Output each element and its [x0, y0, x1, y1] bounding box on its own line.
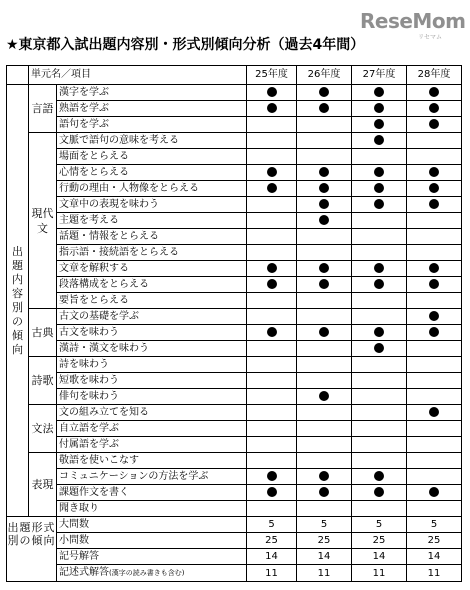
item-label: 詩を味わう [57, 357, 247, 373]
section-label [29, 133, 57, 309]
mark-cell [407, 405, 462, 421]
filled-circle-mark [429, 167, 439, 177]
filled-circle-mark [374, 327, 384, 337]
mark-cell [407, 389, 462, 405]
item-label: 短歌を味わう [57, 373, 247, 389]
table-row [7, 117, 462, 133]
format-row [7, 533, 462, 549]
mark-cell [297, 421, 352, 437]
table-body [7, 66, 462, 582]
mark-cell [247, 357, 297, 373]
item-label: 付属語を学ぶ [57, 437, 247, 453]
filled-circle-mark [319, 487, 329, 497]
filled-circle-mark [429, 199, 439, 209]
section-name: 古典 [31, 326, 54, 339]
filled-circle-mark [319, 327, 329, 337]
item-label: 要旨をとらえる [57, 293, 247, 309]
item-label: 文章を解釈する [57, 261, 247, 277]
mark-cell [297, 309, 352, 325]
filled-circle-mark [267, 103, 277, 113]
filled-circle-mark [267, 183, 277, 193]
filled-circle-mark [429, 119, 439, 129]
mark-cell [297, 261, 352, 277]
mark-cell [247, 293, 297, 309]
header-item-label: 単元名／項目 [29, 66, 247, 85]
filled-circle-mark [374, 103, 384, 113]
format-row [7, 517, 462, 533]
mark-cell [352, 485, 407, 501]
filled-circle-mark [267, 471, 277, 481]
mark-cell [352, 357, 407, 373]
table-row [7, 341, 462, 357]
resemom-logo: ReseMom [360, 9, 466, 33]
item-label: 段落構成をとらえる [57, 277, 247, 293]
mark-cell [247, 485, 297, 501]
mark-cell [297, 373, 352, 389]
section-name: 現代文 [31, 206, 54, 235]
mark-cell [352, 181, 407, 197]
mark-cell [297, 165, 352, 181]
filled-circle-mark [374, 183, 384, 193]
mark-cell [352, 277, 407, 293]
section-name: 詩歌 [31, 374, 54, 387]
mark-cell [407, 101, 462, 117]
mark-cell [352, 421, 407, 437]
mark-cell [297, 341, 352, 357]
table-row [7, 85, 462, 101]
item-label: 俳句を味わう [57, 389, 247, 405]
mark-cell [352, 437, 407, 453]
mark-cell [297, 389, 352, 405]
mark-cell [352, 293, 407, 309]
mark-cell [297, 325, 352, 341]
page-title: ★東京都入試出題内容別・形式別傾向分析（過去4年間） [6, 37, 365, 53]
mark-cell [407, 149, 462, 165]
table-row [7, 485, 462, 501]
section-name: 表現 [31, 478, 54, 491]
mark-cell [407, 341, 462, 357]
mark-cell [407, 117, 462, 133]
mark-cell [352, 453, 407, 469]
mark-cell [247, 165, 297, 181]
mark-cell [247, 453, 297, 469]
mark-cell [297, 293, 352, 309]
format-item-label [57, 549, 247, 565]
table-row [7, 101, 462, 117]
format-item-text: 記述式解答 [59, 567, 109, 578]
section-label [29, 357, 57, 405]
mark-cell [352, 389, 407, 405]
mark-cell [352, 501, 407, 517]
mark-cell [352, 133, 407, 149]
format-value: 5 [297, 517, 352, 533]
item-label: 文章中の表現を味わう [57, 197, 247, 213]
format-value: 11 [247, 565, 297, 582]
mark-cell [407, 501, 462, 517]
table-row [7, 181, 462, 197]
mark-cell [297, 149, 352, 165]
mark-cell [297, 133, 352, 149]
mark-cell [352, 149, 407, 165]
format-value: 5 [352, 517, 407, 533]
item-label: 古文の基礎を学ぶ [57, 309, 247, 325]
header-year: 25年度 [247, 66, 297, 85]
filled-circle-mark [374, 87, 384, 97]
format-group-label [7, 517, 57, 582]
filled-circle-mark [267, 167, 277, 177]
item-label: 場面をとらえる [57, 149, 247, 165]
mark-cell [247, 469, 297, 485]
filled-circle-mark [319, 215, 329, 225]
section-label [29, 85, 57, 133]
table-row [7, 277, 462, 293]
filled-circle-mark [374, 263, 384, 273]
content-group-text: 出題内容別の傾向 [12, 244, 23, 356]
table-row [7, 293, 462, 309]
mark-cell [297, 357, 352, 373]
mark-cell [247, 229, 297, 245]
filled-circle-mark [267, 327, 277, 337]
filled-circle-mark [267, 487, 277, 497]
mark-cell [352, 261, 407, 277]
filled-circle-mark [319, 263, 329, 273]
filled-circle-mark [374, 471, 384, 481]
section-label [29, 453, 57, 517]
filled-circle-mark [319, 391, 329, 401]
filled-circle-mark [267, 263, 277, 273]
mark-cell [297, 469, 352, 485]
mark-cell [247, 101, 297, 117]
table-row [7, 437, 462, 453]
mark-cell [247, 389, 297, 405]
mark-cell [297, 501, 352, 517]
filled-circle-mark [267, 279, 277, 289]
format-value: 25 [247, 533, 297, 549]
mark-cell [297, 197, 352, 213]
format-row [7, 549, 462, 565]
item-label: 文の組み立てを知る [57, 405, 247, 421]
format-item-text: 記号解答 [59, 551, 99, 562]
filled-circle-mark [267, 87, 277, 97]
mark-cell [352, 309, 407, 325]
table-row [7, 373, 462, 389]
table-row [7, 149, 462, 165]
table-row [7, 453, 462, 469]
mark-cell [297, 485, 352, 501]
header-year: 26年度 [297, 66, 352, 85]
mark-cell [297, 405, 352, 421]
section-label [29, 405, 57, 453]
filled-circle-mark [429, 327, 439, 337]
mark-cell [352, 373, 407, 389]
content-group-label [7, 85, 29, 517]
filled-circle-mark [429, 103, 439, 113]
filled-circle-mark [374, 279, 384, 289]
filled-circle-mark [374, 199, 384, 209]
format-value: 14 [352, 549, 407, 565]
mark-cell [407, 277, 462, 293]
filled-circle-mark [429, 263, 439, 273]
mark-cell [297, 245, 352, 261]
filled-circle-mark [319, 183, 329, 193]
mark-cell [407, 165, 462, 181]
format-value: 25 [352, 533, 407, 549]
mark-cell [247, 421, 297, 437]
item-label: 主題を考える [57, 213, 247, 229]
mark-cell [247, 405, 297, 421]
mark-cell [247, 309, 297, 325]
table-row [7, 229, 462, 245]
item-label: 行動の理由・人物像をとらえる [57, 181, 247, 197]
header-year: 27年度 [352, 66, 407, 85]
format-row [7, 565, 462, 582]
mark-cell [407, 293, 462, 309]
header-corner [7, 66, 29, 85]
format-item-text: 大問数 [59, 519, 89, 530]
format-value: 5 [407, 517, 462, 533]
filled-circle-mark [319, 103, 329, 113]
mark-cell [407, 85, 462, 101]
table-row [7, 421, 462, 437]
mark-cell [247, 341, 297, 357]
format-value: 5 [247, 517, 297, 533]
mark-cell [407, 421, 462, 437]
format-value: 14 [247, 549, 297, 565]
item-label: コミュニケーションの方法を学ぶ [57, 469, 247, 485]
table-row [7, 501, 462, 517]
table-row [7, 133, 462, 149]
mark-cell [407, 357, 462, 373]
table-row [7, 469, 462, 485]
filled-circle-mark [319, 199, 329, 209]
filled-circle-mark [319, 279, 329, 289]
mark-cell [297, 181, 352, 197]
item-label: 語句を学ぶ [57, 117, 247, 133]
mark-cell [247, 325, 297, 341]
format-item-note: (漢字の読み書きも含む) [109, 569, 185, 577]
table-row [7, 325, 462, 341]
mark-cell [297, 117, 352, 133]
table-row [7, 245, 462, 261]
mark-cell [297, 229, 352, 245]
filled-circle-mark [429, 407, 439, 417]
mark-cell [247, 437, 297, 453]
filled-circle-mark [374, 487, 384, 497]
mark-cell [247, 373, 297, 389]
mark-cell [247, 181, 297, 197]
filled-circle-mark [429, 183, 439, 193]
format-value: 14 [407, 549, 462, 565]
item-label: 漢詩・漢文を味わう [57, 341, 247, 357]
format-item-label [57, 533, 247, 549]
filled-circle-mark [319, 167, 329, 177]
filled-circle-mark [429, 279, 439, 289]
item-label: 文脈で語句の意味を考える [57, 133, 247, 149]
filled-circle-mark [374, 135, 384, 145]
format-group-text: 出題形式別の傾向 [7, 521, 56, 547]
format-value: 11 [352, 565, 407, 582]
mark-cell [247, 197, 297, 213]
filled-circle-mark [374, 119, 384, 129]
format-item-label [57, 565, 247, 582]
filled-circle-mark [374, 343, 384, 353]
filled-circle-mark [429, 487, 439, 497]
mark-cell [407, 373, 462, 389]
trend-table [6, 65, 462, 582]
mark-cell [352, 229, 407, 245]
format-value: 25 [407, 533, 462, 549]
table-row [7, 389, 462, 405]
mark-cell [352, 213, 407, 229]
item-label: 話題・情報をとらえる [57, 229, 247, 245]
table-row [7, 197, 462, 213]
mark-cell [297, 453, 352, 469]
mark-cell [352, 101, 407, 117]
mark-cell [352, 197, 407, 213]
mark-cell [352, 405, 407, 421]
mark-cell [407, 181, 462, 197]
mark-cell [407, 261, 462, 277]
table-row [7, 261, 462, 277]
mark-cell [247, 149, 297, 165]
filled-circle-mark [429, 311, 439, 321]
mark-cell [407, 309, 462, 325]
mark-cell [297, 437, 352, 453]
item-label: 聞き取り [57, 501, 247, 517]
filled-circle-mark [319, 87, 329, 97]
mark-cell [297, 277, 352, 293]
mark-cell [352, 469, 407, 485]
section-label [29, 309, 57, 357]
header-year: 28年度 [407, 66, 462, 85]
table-row [7, 165, 462, 181]
mark-cell [407, 325, 462, 341]
mark-cell [407, 453, 462, 469]
item-label: 課題作文を書く [57, 485, 247, 501]
format-value: 14 [297, 549, 352, 565]
mark-cell [247, 117, 297, 133]
mark-cell [352, 245, 407, 261]
mark-cell [352, 341, 407, 357]
mark-cell [407, 197, 462, 213]
format-value: 11 [407, 565, 462, 582]
mark-cell [407, 469, 462, 485]
format-value: 25 [297, 533, 352, 549]
item-label: 自立語を学ぶ [57, 421, 247, 437]
mark-cell [247, 133, 297, 149]
mark-cell [407, 245, 462, 261]
item-label: 指示語・接続語をとらえる [57, 245, 247, 261]
table-row [7, 405, 462, 421]
mark-cell [352, 325, 407, 341]
mark-cell [247, 213, 297, 229]
filled-circle-mark [374, 167, 384, 177]
resemom-logo-subtext: リセマム [418, 34, 442, 41]
mark-cell [247, 261, 297, 277]
mark-cell [407, 229, 462, 245]
item-label: 敬語を使いこなす [57, 453, 247, 469]
item-label: 心情をとらえる [57, 165, 247, 181]
mark-cell [247, 277, 297, 293]
mark-cell [352, 85, 407, 101]
mark-cell [297, 213, 352, 229]
table-row [7, 213, 462, 229]
format-item-text: 小問数 [59, 535, 89, 546]
mark-cell [247, 85, 297, 101]
item-label: 熟語を学ぶ [57, 101, 247, 117]
section-name: 言語 [31, 102, 54, 115]
mark-cell [407, 213, 462, 229]
format-item-label [57, 517, 247, 533]
item-label: 古文を味わう [57, 325, 247, 341]
mark-cell [352, 117, 407, 133]
filled-circle-mark [429, 87, 439, 97]
filled-circle-mark [319, 471, 329, 481]
mark-cell [297, 85, 352, 101]
item-label: 漢字を学ぶ [57, 85, 247, 101]
mark-cell [407, 485, 462, 501]
mark-cell [352, 165, 407, 181]
mark-cell [407, 437, 462, 453]
mark-cell [297, 101, 352, 117]
table-header-row [7, 66, 462, 85]
mark-cell [247, 501, 297, 517]
mark-cell [247, 245, 297, 261]
section-name: 文法 [31, 422, 54, 435]
mark-cell [407, 133, 462, 149]
format-value: 11 [297, 565, 352, 582]
table-row [7, 309, 462, 325]
table-row [7, 357, 462, 373]
